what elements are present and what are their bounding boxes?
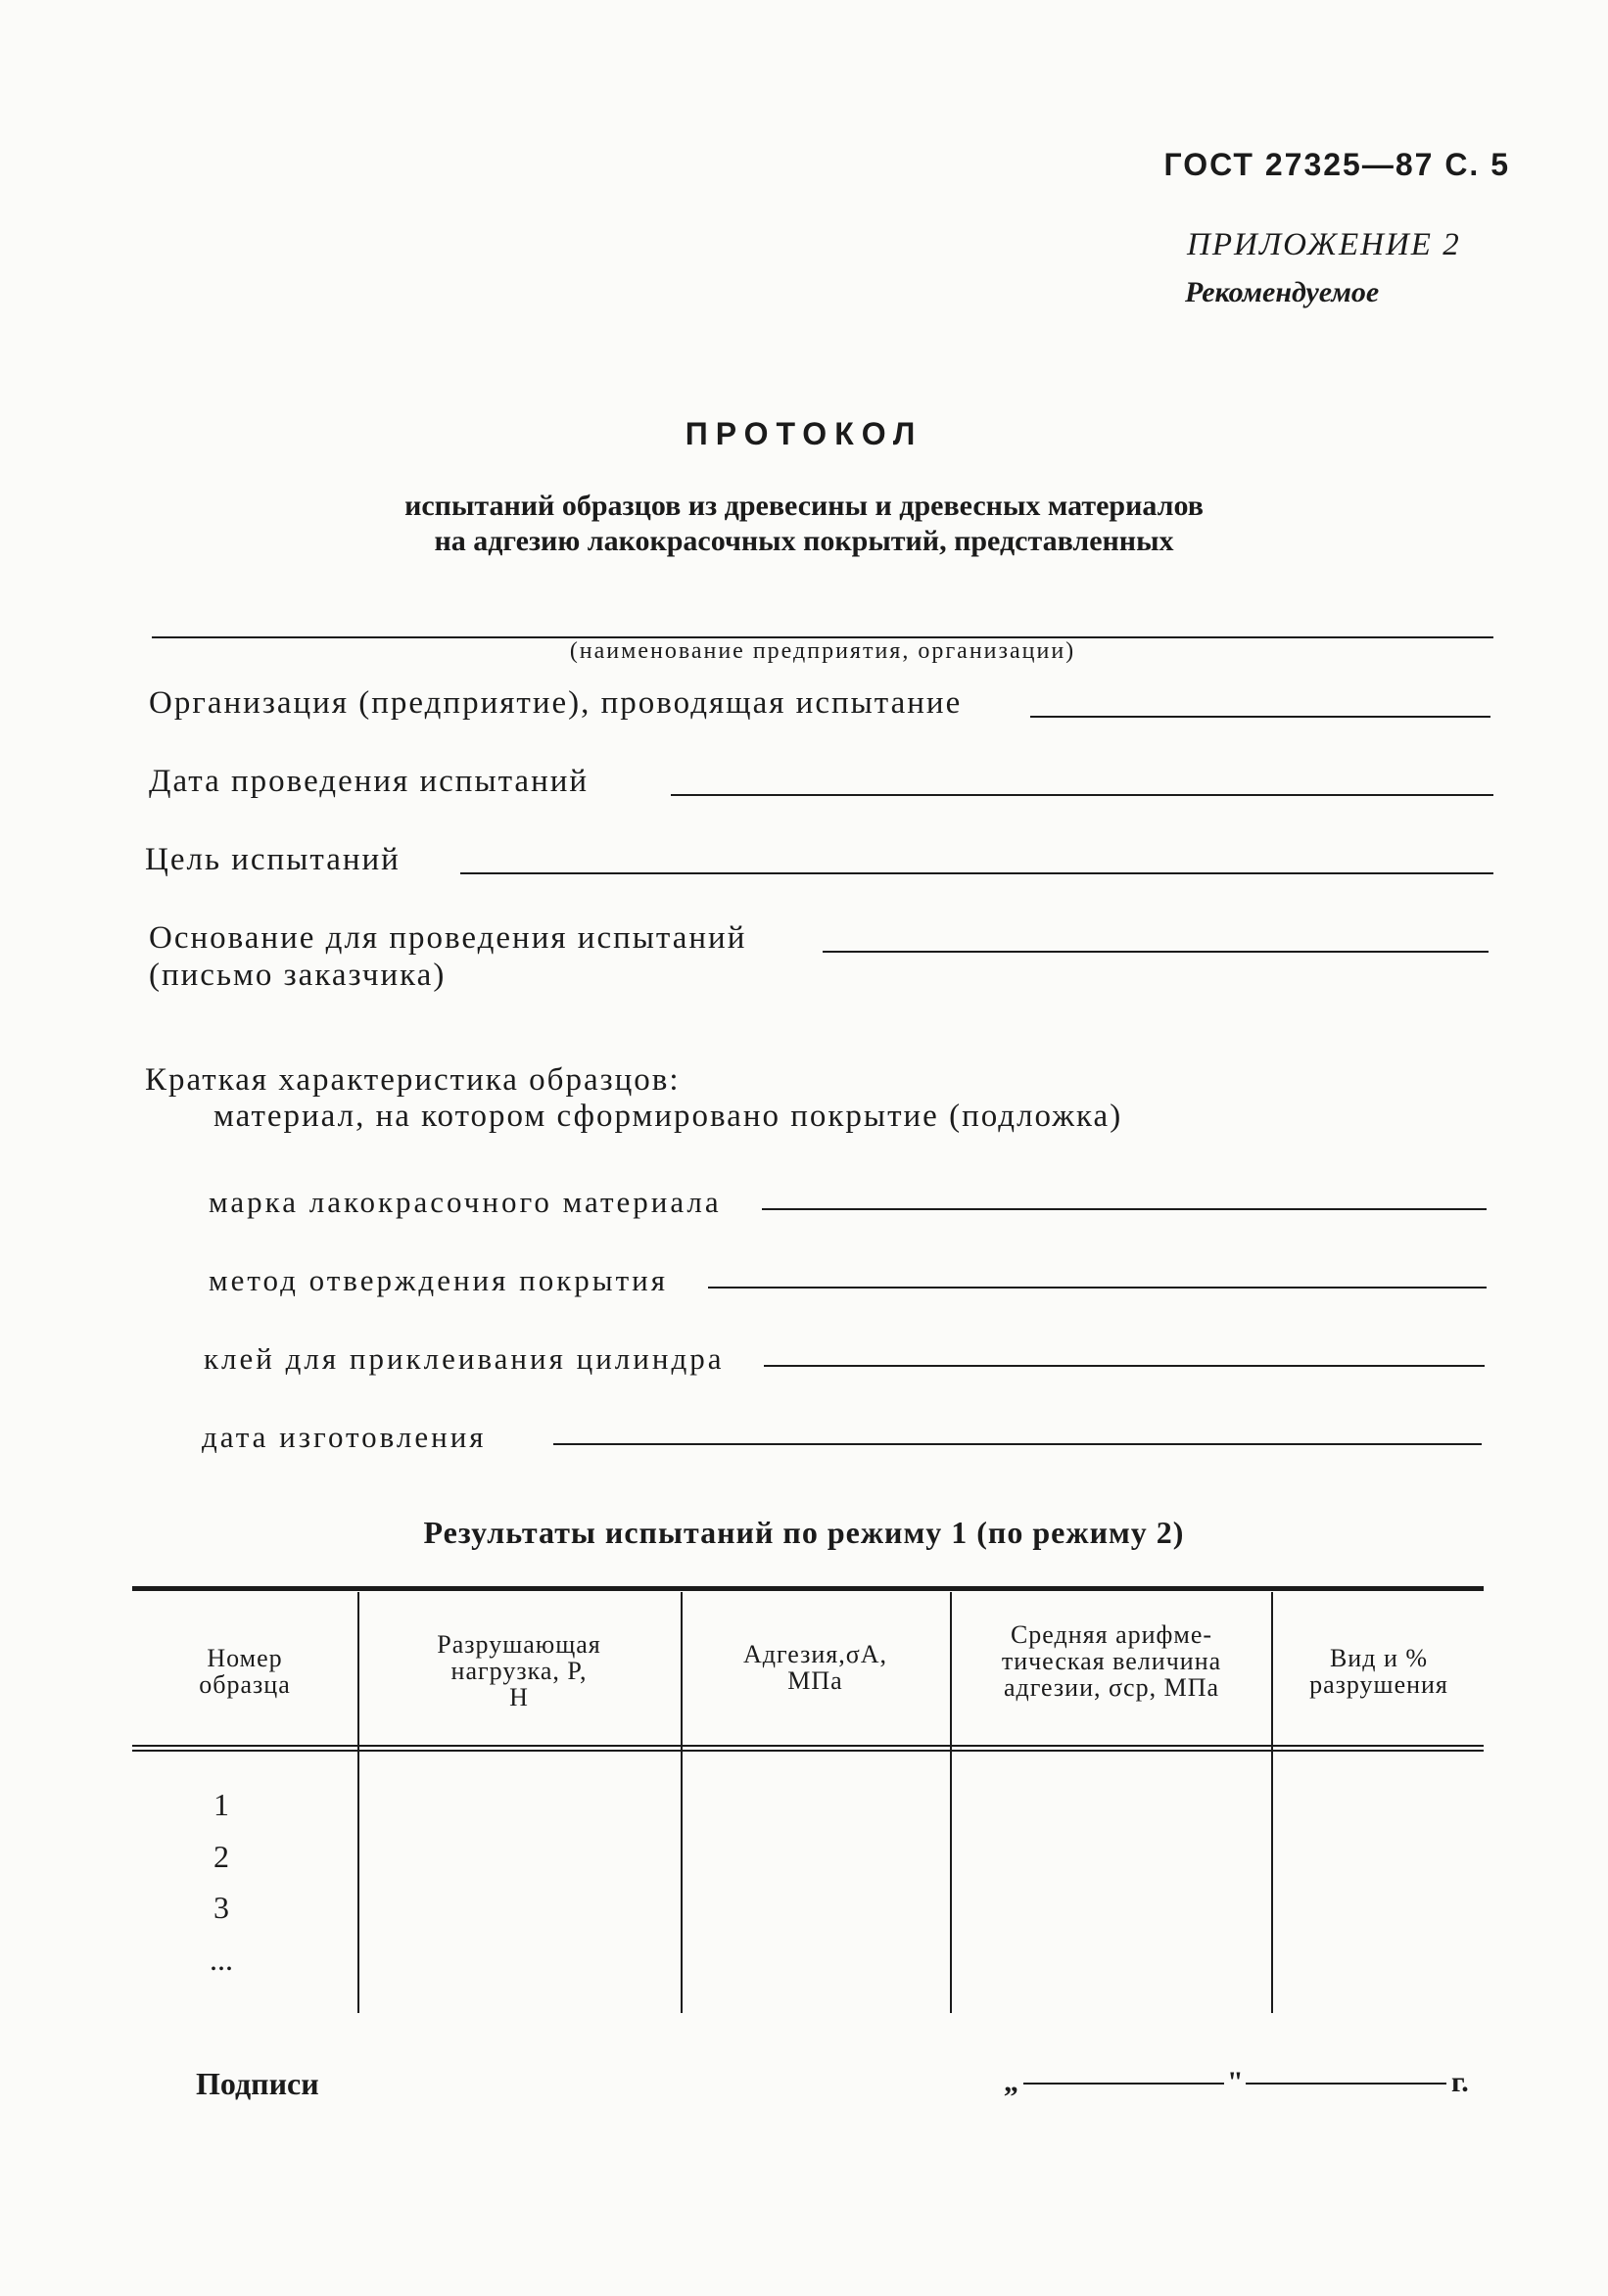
column-header-line: Разрушающая	[437, 1630, 601, 1659]
purpose-label: Цель испытаний	[145, 842, 401, 877]
column-header-adhesion	[686, 1641, 945, 1694]
column-header-line: МПа	[787, 1666, 843, 1695]
basis-label: Основание для проведения испытаний	[149, 920, 747, 956]
column-header-mean-adhesion	[955, 1621, 1268, 1701]
appendix-status: Рекомендуемое	[1185, 276, 1380, 308]
basis-label-note: (письмо заказчика)	[149, 958, 447, 993]
protocol-title: ПРОТОКОЛ	[685, 416, 923, 451]
protocol-subtitle-line2: на адгезию лакокрасочных покрытий, представленных	[434, 525, 1174, 557]
appendix-label: ПРИЛОЖЕНИЕ 2	[1187, 227, 1461, 262]
table-header-rule	[132, 1745, 1484, 1752]
signatures-label: Подписи	[196, 2066, 319, 2101]
testing-organization-label: Организация (предприятие), проводящая испытание	[149, 685, 963, 721]
table-column-divider	[1271, 1592, 1273, 2013]
date-month-year-line[interactable]	[1246, 2083, 1446, 2085]
column-header-breaking-load	[362, 1631, 676, 1710]
test-date-line[interactable]	[671, 794, 1493, 796]
protocol-subtitle-line1: испытаний образцов из древесины и древесных материалов	[404, 490, 1204, 522]
testing-organization-line[interactable]	[1030, 716, 1490, 718]
column-header-sample-number	[137, 1645, 353, 1698]
table-column-divider	[357, 1592, 359, 2013]
paint-brand-line[interactable]	[762, 1208, 1487, 1210]
column-header-line: Средняя арифме-	[1010, 1620, 1213, 1649]
column-header-line: Адгезия,σA,	[742, 1640, 888, 1668]
column-header-line: адгезии, σср, МПа	[1003, 1673, 1220, 1702]
table-top-rule	[132, 1586, 1484, 1591]
curing-method-label: метод отверждения покрытия	[209, 1263, 669, 1297]
samples-heading: Краткая характеристика образцов:	[145, 1062, 681, 1098]
date-close-quote: "	[1227, 2066, 1244, 2098]
document-reference: ГОСТ 27325—87 С. 5	[1163, 147, 1510, 182]
table-column-divider	[681, 1592, 683, 2013]
substrate-label: материал, на котором сформировано покрытие (подложка)	[213, 1099, 1123, 1134]
table-row-number: 1	[213, 1787, 229, 1822]
table-row-number: ...	[210, 1942, 233, 1977]
column-header-line: разрушения	[1309, 1670, 1448, 1699]
glue-line[interactable]	[764, 1365, 1485, 1367]
date-open-quote: „	[1004, 2066, 1018, 2098]
column-header-line: Вид и %	[1329, 1644, 1429, 1672]
column-header-line: нагрузка, P,	[450, 1657, 588, 1685]
table-row-number: 3	[213, 1890, 229, 1925]
column-header-line: образца	[199, 1670, 291, 1699]
date-year-suffix: г.	[1451, 2066, 1469, 2098]
paint-brand-label: марка лакокрасочного материала	[209, 1185, 722, 1219]
purpose-line[interactable]	[460, 872, 1493, 874]
column-header-line: Н	[509, 1683, 529, 1711]
date-day-line[interactable]	[1023, 2083, 1224, 2085]
glue-label: клей для приклеивания цилиндра	[204, 1341, 725, 1376]
column-header-failure-type	[1276, 1645, 1482, 1698]
basis-line[interactable]	[823, 951, 1489, 953]
manufacture-date-label: дата изготовления	[202, 1420, 487, 1454]
test-date-label: Дата проведения испытаний	[149, 764, 590, 799]
table-column-divider	[950, 1592, 952, 2013]
organization-caption: (наименование предприятия, организации)	[569, 638, 1076, 664]
column-header-line: Номер	[207, 1644, 283, 1672]
results-title: Результаты испытаний по режиму 1 (по режиму 2)	[423, 1515, 1185, 1550]
manufacture-date-line[interactable]	[553, 1443, 1482, 1445]
table-row-number: 2	[213, 1839, 229, 1874]
curing-method-line[interactable]	[708, 1287, 1487, 1289]
column-header-line: тическая величина	[1001, 1647, 1222, 1675]
